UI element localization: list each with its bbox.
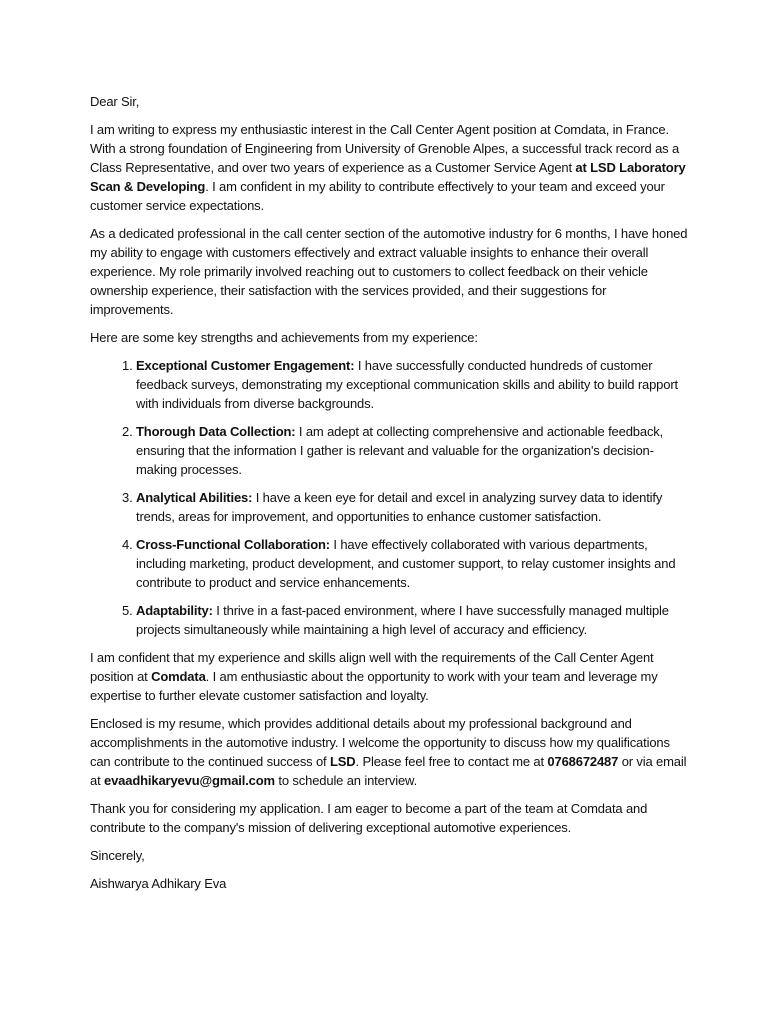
list-item xyxy=(136,356,690,413)
cover-letter xyxy=(90,92,690,893)
contact-text-1: Enclosed is my resume, which provides additional details about my professional background and accomplishments in the automotive industry. I welcome the opportunity to discuss how my qualifications can contribute to the continued success of xyxy=(90,716,670,769)
strength-text: I have effectively collaborated with various departments, including marketing, product development, and customer support, to relay customer insights and contribute to product and service enhancements. xyxy=(136,537,676,590)
strength-text: I thrive in a fast-paced environment, where I have successfully managed multiple projects simultaneously while maintaining a high level of accuracy and efficiency. xyxy=(136,603,669,637)
alignment-company-bold: Comdata xyxy=(151,669,206,684)
alignment-paragraph xyxy=(90,648,690,705)
strength-title: Analytical Abilities: xyxy=(136,490,253,505)
signature-name: Aishwarya Adhikary Eva xyxy=(90,876,227,891)
list-item xyxy=(136,535,690,592)
alignment-text-2: . I am enthusiastic about the opportunity to work with your team and leverage my expertise to further elevate customer satisfaction and loyalty. xyxy=(90,669,658,703)
contact-text-3: or via email at xyxy=(90,754,687,788)
list-item xyxy=(136,601,690,639)
strength-title: Cross-Functional Collaboration: xyxy=(136,537,330,552)
strength-title: Adaptability: xyxy=(136,603,213,618)
contact-lsd-bold: LSD xyxy=(329,754,356,769)
thanks-paragraph: Thank you for considering my application. I am eager to become a part of the team at Comdata and contribute to the company's mission of delivering exceptional automotive experiences. xyxy=(90,801,648,835)
phone-number: 0768672487 xyxy=(547,754,619,769)
closing: Sincerely, xyxy=(90,848,145,863)
intro-text-1: I am writing to express my enthusiastic interest in the Call Center Agent position at Comdata, in France. With a strong foundation of Engineering from University of Grenoble Alpes, a successful track record as a Class Representative, and over two years of experience as a Customer Service Agent xyxy=(90,122,680,175)
alignment-text-1: I am confident that my experience and skills align well with the requirements of the Call Center Agent position at xyxy=(90,650,654,684)
intro-paragraph xyxy=(90,120,690,215)
strength-text: I am adept at collecting comprehensive and actionable feedback, ensuring that the information I gather is relevant and valuable for the organization's decision-making processes. xyxy=(136,424,664,477)
strength-title: Thorough Data Collection: xyxy=(136,424,296,439)
strength-text: I have a keen eye for detail and excel in analyzing survey data to identify trends, areas for improvement, and opportunities to enhance customer satisfaction. xyxy=(136,490,663,524)
intro-employer-bold: at LSD Laboratory Scan & Developing xyxy=(90,160,686,194)
strength-title: Exceptional Customer Engagement: xyxy=(136,358,355,373)
list-item xyxy=(136,488,690,526)
strengths-intro: Here are some key strengths and achievements from my experience: xyxy=(90,330,478,345)
intro-text-2: . I am confident in my ability to contribute effectively to your team and exceed your customer service expectations. xyxy=(90,179,665,213)
contact-text-2: . Please feel free to contact me at xyxy=(355,754,548,769)
list-item xyxy=(136,422,690,479)
contact-text-4: to schedule an interview. xyxy=(274,773,418,788)
strength-text: I have successfully conducted hundreds of customer feedback surveys, demonstrating my exceptional communication skills and ability to build rapport with individuals from diverse backgrounds. xyxy=(136,358,678,411)
strengths-list xyxy=(90,356,690,639)
email-address: evaadhikaryevu@gmail.com xyxy=(104,773,275,788)
contact-paragraph xyxy=(90,714,690,790)
experience-paragraph: As a dedicated professional in the call center section of the automotive industry for 6 months, I have honed my ability to engage with customers effectively and extract valuable insights to enhance their overall experience. My role primarily involved reaching out to customers to collect feedback on their vehicle ownership experience, their satisfaction with the services provided, and their suggestions for improvements. xyxy=(90,226,688,317)
salutation: Dear Sir, xyxy=(90,94,140,109)
